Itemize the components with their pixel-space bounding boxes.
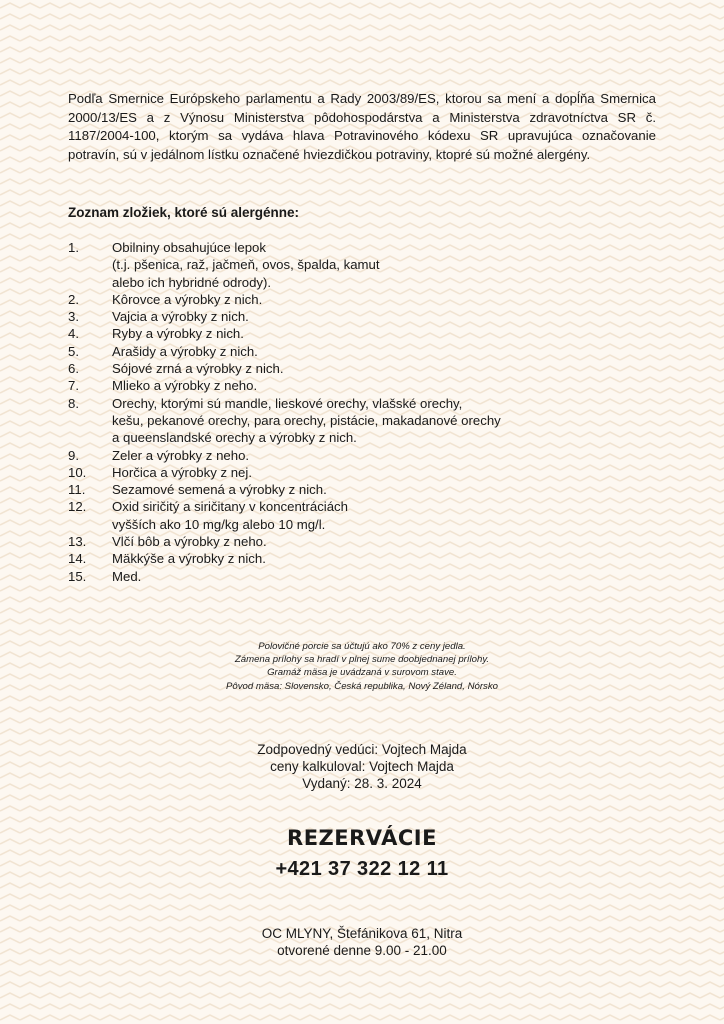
allergen-text <box>112 447 538 464</box>
allergen-number: 4. <box>68 326 79 342</box>
allergen-number: 10. <box>68 464 87 480</box>
allergen-text <box>112 533 538 550</box>
allergen-text-line: Arašidy a výrobky z nich. <box>112 343 258 359</box>
reservation-title: REZERVÁCIE <box>287 826 437 850</box>
allergen-item <box>68 481 538 498</box>
menu-notes <box>0 640 724 693</box>
menu-note: Gramáž mäsa je uvádzaná v surovom stave. <box>267 667 457 679</box>
allergen-item <box>68 343 538 360</box>
allergen-item <box>68 377 538 394</box>
menu-note: Polovičné porcie sa účtujú ako 70% z ceny jedla. <box>258 641 466 652</box>
allergen-text-line: Obilniny obsahujúce lepok <box>112 240 266 255</box>
allergen-text-line: Ryby a výrobky z nich. <box>112 326 244 342</box>
allergen-text <box>112 550 538 567</box>
allergen-list-heading: Zoznam zložiek, ktoré sú alergénne: <box>68 205 300 220</box>
allergen-number: 1. <box>68 240 79 255</box>
allergen-number: 14. <box>68 551 87 567</box>
allergen-item <box>68 447 538 464</box>
menu-note: Zámena prílohy sa hradí v plnej sume doobjednanej prílohy. <box>234 654 490 666</box>
allergen-text <box>112 498 538 533</box>
allergen-text-line: (t.j. pšenica, raž, jačmeň, ovos, špalda, kamut <box>112 257 380 273</box>
allergen-text-line: Orechy, ktorými sú mandle, lieskové orechy, vlašské orechy, <box>112 395 463 411</box>
allergen-item <box>68 568 538 585</box>
allergen-text-line: Med. <box>112 568 142 584</box>
allergen-legal-intro: Podľa Smernice Európskeho parlamentu a Rady 2003/89/ES, ktorou sa mení a dopĺňa Smernica 2000/13/ES a z Výnosu Ministerstva pôdohospodárstva a Ministerstva zdravotníctva SR č. 1187/2004-100, ktorým sa vydáva hlava Potravinového kódexu SR upravujúca označovanie potravín, sú v jedálnom lístku označené hviezdičkou potraviny, ktopré sú možné alergény. <box>68 91 656 163</box>
allergen-item <box>68 533 538 550</box>
allergen-text-line: Sezamové semená a výrobky z nich. <box>112 482 327 498</box>
allergen-number: 13. <box>68 534 87 550</box>
allergen-list <box>68 239 538 585</box>
allergen-number: 2. <box>68 291 79 307</box>
reservation-phone[interactable]: +421 37 322 12 11 <box>275 858 449 880</box>
allergen-number: 11. <box>68 482 86 498</box>
allergen-item <box>68 395 538 447</box>
allergen-text <box>112 325 538 342</box>
allergen-text <box>112 360 538 377</box>
allergen-text <box>112 343 538 360</box>
allergen-number: 7. <box>68 378 79 394</box>
responsible-info <box>0 741 724 792</box>
allergen-number: 8. <box>68 395 79 411</box>
allergen-text-line: Horčica a výrobky z nej. <box>112 464 252 480</box>
allergen-text-line: Sójové zrná a výrobky z nich. <box>112 361 284 377</box>
allergen-number: 9. <box>68 447 79 463</box>
menu-note: Pôvod mäsa: Slovensko, Česká republika, Nový Zéland, Nórsko <box>226 680 498 692</box>
price-calculator: ceny kalkuloval: Vojtech Majda <box>270 759 454 774</box>
allergen-text-line: Oxid siričitý a siričitany v koncentráciách <box>112 499 348 515</box>
allergen-number: 3. <box>68 309 79 325</box>
allergen-text <box>112 481 538 498</box>
allergen-item <box>68 550 538 567</box>
allergen-item <box>68 498 538 533</box>
allergen-number: 5. <box>68 343 79 359</box>
allergen-item <box>68 360 538 377</box>
allergen-text <box>112 377 538 394</box>
allergen-text-line: Mlieko a výrobky z neho. <box>112 378 258 394</box>
allergen-number: 12. <box>68 499 87 515</box>
allergen-text-line: vyšších ako 10 mg/kg alebo 10 mg/l. <box>112 516 326 532</box>
allergen-text <box>112 308 538 325</box>
allergen-text-line: Vlčí bôb a výrobky z neho. <box>112 534 267 550</box>
allergen-number: 6. <box>68 361 79 377</box>
allergen-text <box>112 239 538 291</box>
opening-hours: otvorené denne 9.00 - 21.00 <box>277 943 447 958</box>
allergen-text-line: Vajcia a výrobky z nich. <box>112 309 249 325</box>
allergen-text <box>112 464 538 481</box>
allergen-text-line: alebo ich hybridné odrody). <box>112 274 272 290</box>
allergen-text <box>112 395 538 447</box>
address-location: OC MLYNY, Štefánikova 61, Nitra <box>261 926 463 941</box>
allergen-text-line: Zeler a výrobky z neho. <box>112 447 250 463</box>
restaurant-address <box>0 925 724 959</box>
allergen-text <box>112 568 538 585</box>
allergen-item <box>68 308 538 325</box>
allergen-text <box>112 291 538 308</box>
allergen-text-line: Mäkkýše a výrobky z nich. <box>112 551 266 567</box>
allergen-text-line: Kôrovce a výrobky z nich. <box>112 291 263 307</box>
allergen-number: 15. <box>68 568 87 584</box>
allergen-text-line: kešu, pekanové orechy, para orechy, pistácie, makadanové orechy <box>112 412 501 428</box>
allergen-text-line: a queenslandské orechy a výrobky z nich. <box>112 430 357 446</box>
responsible-manager: Zodpovedný vedúci: Vojtech Majda <box>257 742 467 757</box>
allergen-item <box>68 325 538 342</box>
allergen-item <box>68 239 538 291</box>
issue-date: Vydaný: 28. 3. 2024 <box>302 776 422 791</box>
allergen-item <box>68 291 538 308</box>
allergen-item <box>68 464 538 481</box>
